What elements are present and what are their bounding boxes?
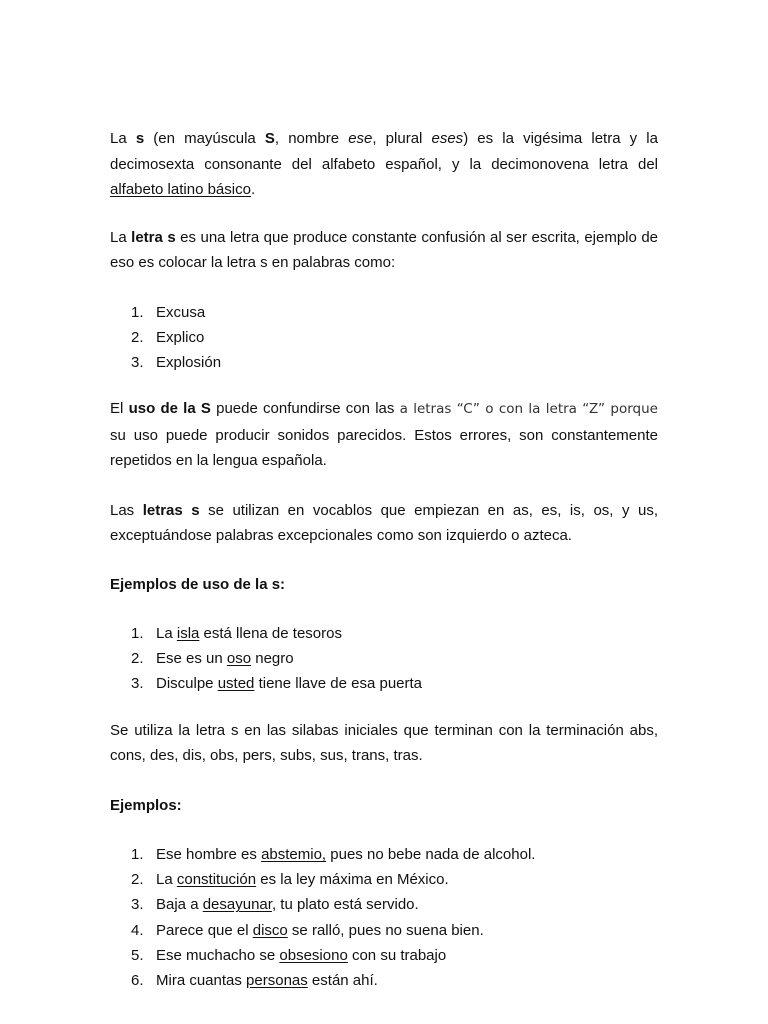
list-underlined-word: isla bbox=[176, 624, 200, 642]
list-text: Excusa bbox=[156, 303, 206, 321]
list-underlined-word: usted bbox=[217, 675, 255, 693]
list-text-post: , tu plato está servido. bbox=[271, 896, 419, 914]
examples-heading: Ejemplos de uso de la s: bbox=[110, 575, 286, 593]
list-item bbox=[110, 842, 658, 867]
list-underlined-word: oso bbox=[226, 650, 252, 668]
confusion-bold: letra s bbox=[131, 228, 176, 246]
list-text-post: pues no bebe nada de alcohol. bbox=[326, 845, 536, 863]
list-underlined-word: disco bbox=[252, 921, 288, 939]
list-item bbox=[110, 918, 658, 943]
examples-list bbox=[110, 621, 658, 697]
intro-letter-s: s bbox=[135, 130, 145, 147]
list-number: 2. bbox=[131, 650, 144, 668]
uso-text-2: puede confundirse con las bbox=[210, 400, 400, 418]
confusion-text-2: es una letra que produce constante confusión al ser escrita, ejemplo de eso es colocar la letra s en palabras como: bbox=[110, 228, 659, 271]
list-number: 1. bbox=[131, 303, 144, 321]
list-item bbox=[110, 350, 658, 375]
list-text-post: negro bbox=[251, 650, 294, 668]
list-text-pre: Disculpe bbox=[156, 675, 218, 693]
list-item bbox=[110, 892, 658, 917]
list-item bbox=[110, 646, 658, 671]
list-underlined-word: desayunar bbox=[202, 896, 272, 914]
list-number: 3. bbox=[131, 354, 144, 372]
list-text: Explico bbox=[156, 328, 205, 346]
list-number: 1. bbox=[131, 845, 144, 863]
uso-bold: uso de la S bbox=[128, 400, 211, 418]
list-text-pre: Ese es un bbox=[156, 650, 227, 668]
intro-paragraph bbox=[110, 126, 658, 203]
letras-paragraph bbox=[110, 498, 658, 549]
list-number: 6. bbox=[131, 972, 144, 990]
list-number: 1. bbox=[131, 624, 144, 642]
letras-bold: letras s bbox=[142, 501, 200, 519]
list-text-post: es la ley máxima en México. bbox=[256, 871, 449, 889]
list-text-pre: Ese muchacho se bbox=[156, 946, 280, 964]
list-item bbox=[110, 867, 658, 892]
list-number: 5. bbox=[131, 946, 144, 964]
alfabeto-latino-link[interactable]: alfabeto latino básico bbox=[110, 181, 251, 198]
intro-text-6: . bbox=[250, 181, 256, 198]
list-number: 3. bbox=[131, 675, 144, 693]
list-underlined-word: obsesiono bbox=[279, 946, 348, 964]
list-text-pre: La bbox=[156, 871, 177, 889]
list-underlined-word: constitución bbox=[176, 871, 257, 889]
list-text-pre: Ese hombre es bbox=[156, 845, 262, 863]
uso-paragraph bbox=[110, 396, 658, 474]
uso-text-3: su uso puede producir sonidos parecidos. Estos errores, son constantemente repetidos en la lengua española. bbox=[110, 426, 658, 470]
list-text-post: con su trabajo bbox=[347, 946, 447, 964]
list-item bbox=[110, 943, 658, 968]
list-item bbox=[110, 968, 658, 993]
ejemplos-heading: Ejemplos: bbox=[110, 796, 182, 814]
list-underlined-word: abstemio, bbox=[261, 845, 327, 863]
list-item bbox=[110, 621, 658, 646]
list-number: 3. bbox=[131, 896, 144, 914]
list-text-pre: Baja a bbox=[156, 896, 203, 914]
confusion-text-1: La bbox=[110, 228, 132, 246]
uso-text-1: El bbox=[110, 400, 129, 418]
uso-alt-font-text: a letras “C” o con la letra “Z” porque bbox=[399, 401, 658, 418]
list-text-post: se ralló, pues no suena bien. bbox=[287, 921, 484, 939]
list-item bbox=[110, 671, 658, 696]
letras-text-2: se utilizan en vocablos que empiezan en as, es, is, os, y us, exceptuándose palabras excepcionales como son izquierdo o azteca. bbox=[110, 501, 658, 545]
confusion-paragraph bbox=[110, 225, 658, 276]
confusion-word-list bbox=[110, 300, 658, 376]
list-text-post: está llena de tesoros bbox=[199, 624, 342, 642]
list-text-pre: Parece que el bbox=[156, 921, 253, 939]
list-text-pre: Mira cuantas bbox=[156, 972, 247, 990]
list-number: 2. bbox=[131, 328, 144, 346]
intro-text-1: La bbox=[110, 130, 136, 147]
intro-name-ese: ese bbox=[348, 130, 373, 147]
intro-letter-S: S bbox=[264, 130, 275, 147]
list-item bbox=[110, 325, 658, 350]
list-text: Explosión bbox=[156, 354, 222, 372]
intro-text-5: ) es la vigésima letra y la decimosexta consonante del alfabeto español, y la decimonovena letra del bbox=[110, 130, 658, 173]
list-number: 2. bbox=[131, 871, 144, 889]
list-text-post: están ahí. bbox=[307, 972, 378, 990]
list-text-pre: La bbox=[156, 624, 177, 642]
letras-text-1: Las bbox=[110, 501, 143, 519]
list-text-post: tiene llave de esa puerta bbox=[254, 675, 423, 693]
list-underlined-word: personas bbox=[246, 972, 308, 990]
ejemplos-list bbox=[110, 842, 658, 994]
intro-text-2: (en mayúscula bbox=[144, 130, 265, 147]
intro-plural-eses: eses bbox=[431, 130, 464, 147]
list-item bbox=[110, 300, 658, 325]
intro-text-3: , nombre bbox=[274, 130, 349, 147]
list-number: 4. bbox=[131, 921, 144, 939]
silabas-paragraph: Se utiliza la letra s en las silabas iniciales que terminan con la terminación abs, cons, des, dis, obs, pers, subs, sus, trans, tras. bbox=[110, 721, 658, 765]
intro-text-4: , plural bbox=[372, 130, 432, 147]
